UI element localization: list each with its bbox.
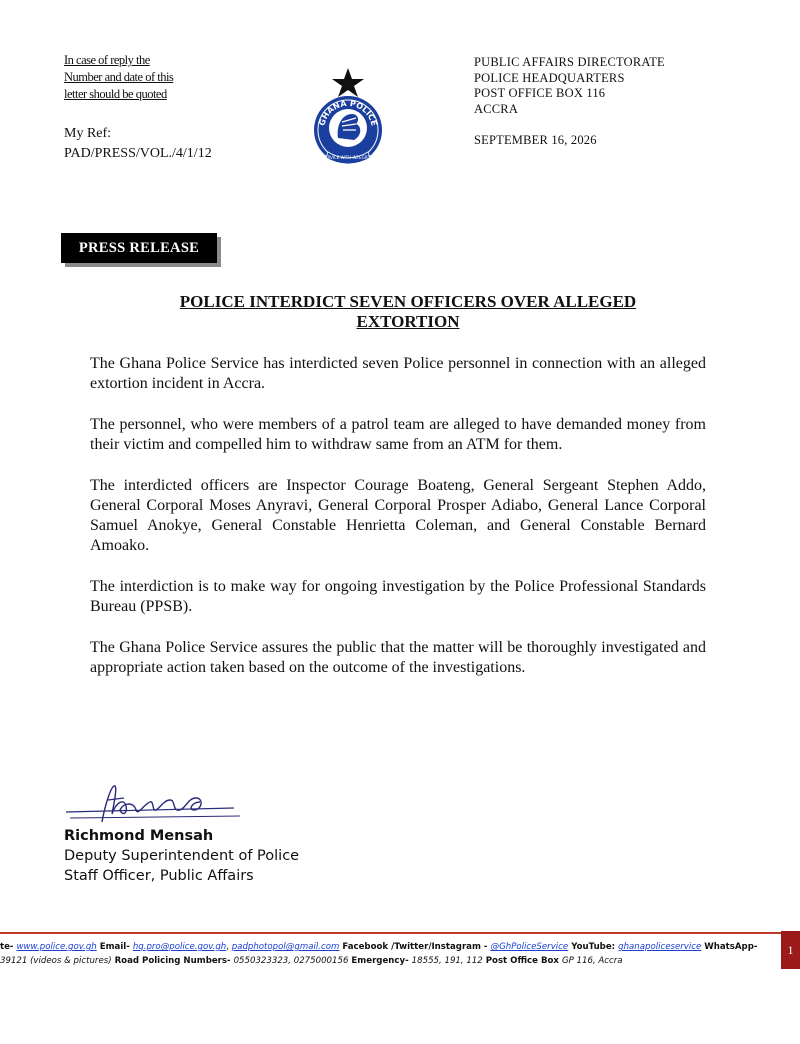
reply-note-line: In case of reply the [64, 53, 150, 67]
social-label: Facebook /Twitter/Instagram - [339, 942, 491, 952]
ghana-police-crest-logo [298, 66, 398, 170]
footer-contacts [0, 940, 778, 968]
website-label: te- [0, 942, 17, 952]
address-block [474, 55, 665, 117]
signatory-name: Richmond Mensah [64, 828, 214, 844]
paragraph: The personnel, who were members of a patrol team are alleged to have demanded money from their victim and compelled him to withdraw same from an ATM for them. [90, 416, 706, 453]
release-body [90, 354, 706, 699]
my-ref-value: PAD/PRESS/VOL./4/1/12 [64, 146, 212, 161]
headline [100, 292, 716, 332]
youtube-label: YouTube: [568, 942, 619, 952]
svg-text:GHANA POLICE: GHANA POLICE [317, 98, 379, 127]
reply-note [64, 52, 173, 103]
paragraph: The interdiction is to make way for ongoing investigation by the Police Professional Standards Bureau (PPSB). [90, 578, 706, 615]
handwritten-signature [64, 780, 254, 830]
my-ref-label: My Ref: [64, 126, 112, 141]
paragraph: The Ghana Police Service assures the public that the matter will be thoroughly investigated and appropriate action taken based on the outcome of the investigations. [90, 639, 706, 676]
svg-text:SERVICE WITH INTEGRITY: SERVICE WITH INTEGRITY [322, 155, 374, 160]
whatsapp-label: WhatsApp- [701, 942, 758, 952]
signatory-rank: Deputy Superintendent of Police [64, 848, 300, 864]
my-ref [64, 124, 212, 164]
address-line: POST OFFICE BOX 116 [474, 86, 606, 100]
footer-rule [0, 932, 782, 934]
email-link[interactable]: hq.pro@police.gov.gh [132, 942, 227, 952]
footer-line-1 [0, 940, 778, 954]
emergency-numbers: 18555, 191, 112 [411, 956, 483, 966]
road-policing-label: Road Policing Numbers- [111, 956, 234, 966]
website-link[interactable]: www.police.gov.gh [16, 942, 97, 952]
paragraph: The Ghana Police Service has interdicted seven Police personnel in connection with an alleged extortion incident in Accra. [90, 355, 706, 392]
headline-line: EXTORTION [356, 312, 460, 331]
page-number: 1 [781, 931, 800, 969]
signatory-title: Staff Officer, Public Affairs [64, 868, 254, 884]
po-box-value: GP 116, Accra [561, 956, 623, 966]
email-separator: , [226, 942, 232, 952]
footer-line-2 [0, 954, 778, 968]
whatsapp-number: 39121 (videos & pictures) [0, 956, 112, 966]
email-label: Email- [96, 942, 133, 952]
address-line: ACCRA [474, 101, 519, 116]
youtube-link[interactable]: ghanapoliceservice [618, 942, 702, 952]
headline-line: POLICE INTERDICT SEVEN OFFICERS OVER ALLEGED [179, 292, 637, 311]
road-policing-numbers: 0550323323, 0275000156 [233, 956, 349, 966]
reply-note-line: Number and date of this [64, 70, 174, 84]
social-handle-link[interactable]: @GhPoliceService [490, 942, 569, 952]
address-line: POLICE HEADQUARTERS [474, 70, 625, 85]
reply-note-line: letter should be quoted [64, 87, 167, 101]
release-date: SEPTEMBER 16, 2026 [474, 133, 597, 147]
paragraph: The interdicted officers are Inspector Courage Boateng, General Sergeant Stephen Addo, General Corporal Moses Anyravi, General Corporal Prosper Adiabo, General Lance Corporal Samuel Anokye, General Constable Henrietta Coleman, and General Constable Bernard Amoako. [90, 477, 706, 554]
emergency-label: Emergency- [348, 956, 412, 966]
address-line: PUBLIC AFFAIRS DIRECTORATE [474, 55, 665, 69]
po-box-label: Post Office Box [482, 956, 562, 966]
signatory-block [64, 826, 299, 886]
email-link[interactable]: padphotopol@gmail.com [231, 942, 340, 952]
press-release-label: PRESS RELEASE [61, 233, 217, 263]
